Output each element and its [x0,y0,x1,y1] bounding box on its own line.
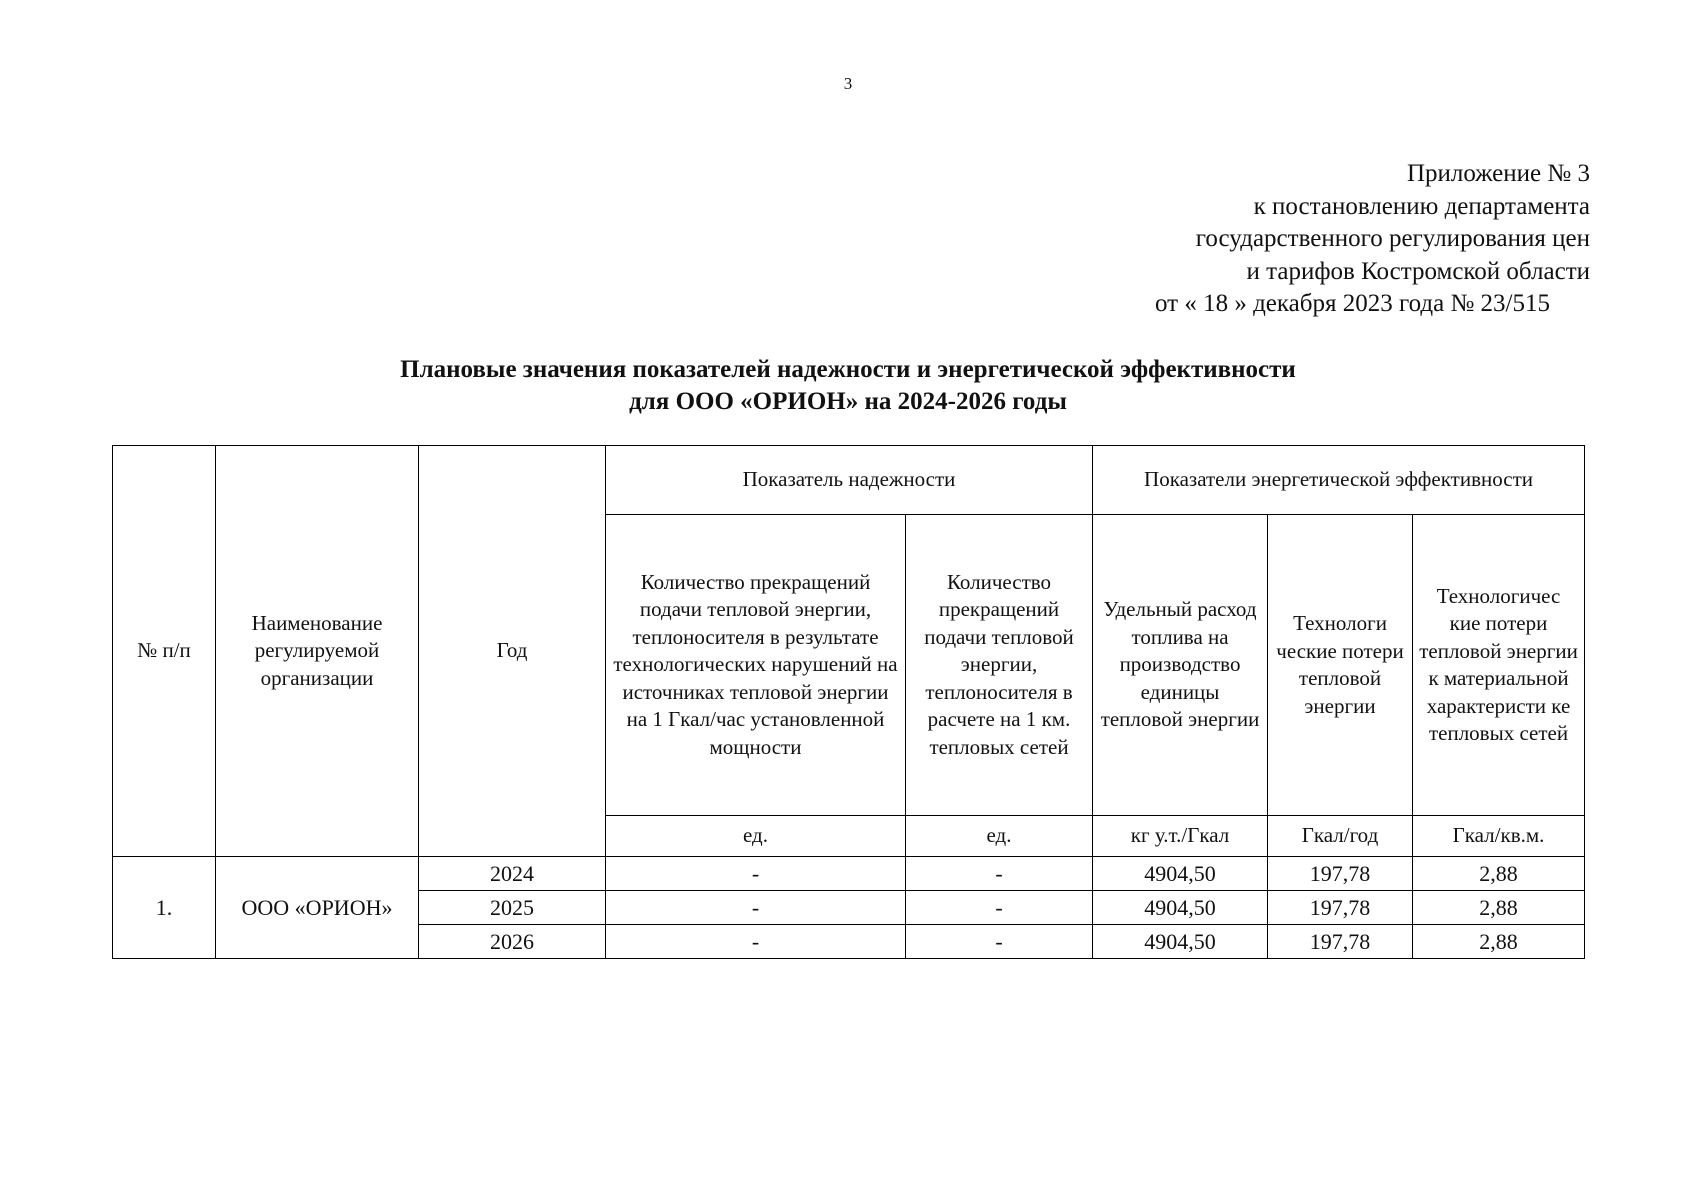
cell-networks: - [906,891,1093,925]
unit-networks: ед. [906,816,1093,857]
appendix-block [1155,158,1590,321]
cell-fuel: 4904,50 [1093,857,1268,891]
document-title-line-1: Плановые значения показателей надежности и энергетической эффективности [400,356,1296,383]
header-heat-losses-ratio: Технологичес кие потери тепловой энергии к материальной характеристи ке тепловых сетей [1413,515,1585,816]
cell-losses-ratio: 2,88 [1413,891,1585,925]
cell-losses: 197,78 [1268,857,1413,891]
appendix-line-4: и тарифов Костромской области [1246,257,1590,285]
header-interruptions-sources: Количество прекращений подачи тепловой энергии, теплоносителя в результате технологических нарушений на источниках тепловой энергии на 1 Гкал/час установленной мощности [606,515,906,816]
unit-fuel: кг у.т./Гкал [1093,816,1268,857]
document-title [0,354,1696,418]
organization-name: ООО «ОРИОН» [216,857,419,959]
cell-year: 2026 [419,925,606,959]
indicators-table [112,445,1585,959]
header-year: Год [419,446,606,857]
unit-losses: Гкал/год [1268,816,1413,857]
appendix-line-1: Приложение № 3 [1406,160,1590,187]
cell-year: 2025 [419,891,606,925]
cell-sources: - [606,857,906,891]
cell-sources: - [606,891,906,925]
header-efficiency-group: Показатели энергетической эффективности [1093,446,1585,515]
cell-fuel: 4904,50 [1093,891,1268,925]
cell-networks: - [906,925,1093,959]
unit-losses-ratio: Гкал/кв.м. [1413,816,1585,857]
header-reliability-group: Показатель надежности [606,446,1093,515]
document-title-line-2: для ООО «ОРИОН» на 2024-2026 годы [629,388,1067,415]
cell-losses: 197,78 [1268,891,1413,925]
header-num: № п/п [113,446,216,857]
cell-fuel: 4904,50 [1093,925,1268,959]
header-interruptions-networks: Количество прекращений подачи тепловой энергии, теплоносителя в расчете на 1 км. тепловых сетей [906,515,1093,816]
page-number: 3 [843,74,853,93]
cell-networks: - [906,857,1093,891]
cell-sources: - [606,925,906,959]
appendix-line-3: государственного регулирования цен [1195,225,1590,252]
header-fuel-consumption: Удельный расход топлива на производство единицы тепловой энергии [1093,515,1268,816]
unit-sources: ед. [606,816,906,857]
cell-losses-ratio: 2,88 [1413,925,1585,959]
appendix-line-5: от « 18 » декабря 2023 года № 23/515 [1154,290,1550,317]
cell-losses: 197,78 [1268,925,1413,959]
row-number: 1. [113,857,216,959]
appendix-line-2: к постановлению департамента [1253,192,1590,220]
table-row [113,857,1585,891]
header-heat-losses: Технологи ческие потери тепловой энергии [1268,515,1413,816]
cell-year: 2024 [419,857,606,891]
header-organization: Наименование регулируемой организации [216,446,419,857]
cell-losses-ratio: 2,88 [1413,857,1585,891]
